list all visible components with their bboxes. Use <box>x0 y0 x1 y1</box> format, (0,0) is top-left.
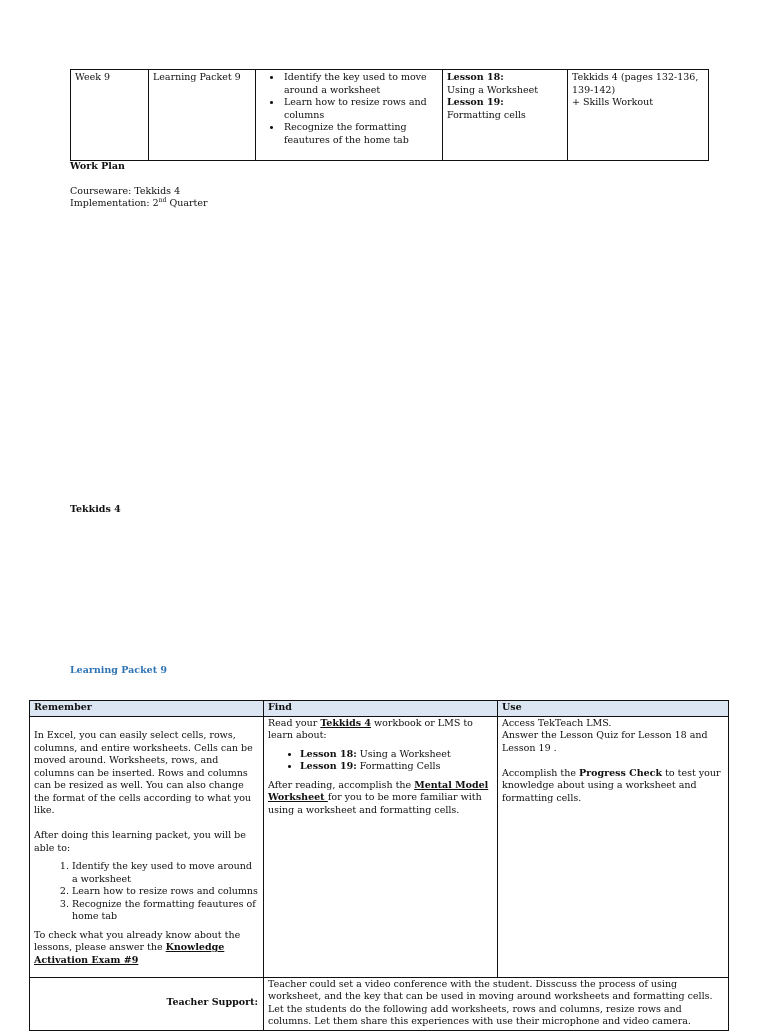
find-lesson-title: Formatting Cells <box>356 761 441 772</box>
learning-packet-table <box>29 700 729 1031</box>
objectives-list <box>260 72 438 147</box>
teacher-support-label: Teacher Support: <box>30 977 264 1030</box>
lesson-title: Formatting cells <box>447 109 526 121</box>
use-quiz: Answer the Lesson Quiz for Lesson 18 and Lesson 19 . <box>502 730 708 754</box>
lessons-cell <box>443 70 568 161</box>
implementation-sup: nd <box>158 196 167 204</box>
objective-item: • Learn how to resize rows and columns <box>282 97 438 122</box>
use-cell <box>498 716 729 977</box>
learning-packet-heading: Learning Packet 9 <box>70 665 168 676</box>
knowledge-activation-exam-link[interactable]: Knowledge Activation Exam #9 <box>34 942 225 966</box>
lesson-label: Lesson 18: <box>447 72 504 83</box>
header-row <box>30 701 729 717</box>
courseware-text: Courseware: Tekkids 4 <box>70 186 181 197</box>
resource-text: Tekkids 4 (pages 132-136, 139-142) <box>572 72 699 96</box>
use-progress-prefix: Accomplish the <box>502 767 579 779</box>
lesson-label: Lesson 19: <box>447 97 504 108</box>
find-lesson-label: Lesson 18: <box>300 748 357 760</box>
implementation-text <box>70 198 208 211</box>
remember-after: After doing this learning packet, you will be able to: <box>34 830 246 854</box>
header-use: Use <box>498 701 729 717</box>
find-lesson-item <box>300 761 493 774</box>
teacher-support-row <box>30 977 729 1030</box>
remember-objectives-list <box>34 861 259 924</box>
implementation-prefix: Implementation: 2 <box>70 198 159 209</box>
remember-check <box>34 930 259 968</box>
schedule-row <box>71 70 709 161</box>
remember-check-text: To check what you already know about the lessons, please answer the <box>34 929 241 953</box>
find-read <box>268 718 493 743</box>
objective-item: • Recognize the formatting feautures of the home tab <box>282 122 438 147</box>
resources-cell <box>568 70 709 161</box>
remember-objective: 1. Identify the key used to move around a worksheet <box>72 861 259 886</box>
find-cell <box>264 716 498 977</box>
find-lesson-item <box>300 749 493 762</box>
objective-item: • Identify the key used to move around a worksheet <box>282 72 438 97</box>
lesson-title: Using a Worksheet <box>447 84 539 96</box>
teacher-support-text: Teacher could set a video conference with the student. Disscuss the process of using worksheet, and the key that can be used in moving around worksheets and formatting cells. Let the students do the following add worksheets, rows and columns, resize rows and columns. Let them share this experiences with use their microphone and video camera. <box>264 977 729 1030</box>
objectives-cell <box>256 70 443 161</box>
resource-text: + Skills Workout <box>572 97 654 108</box>
find-lesson-label: Lesson 19: <box>300 761 357 772</box>
mental-model-worksheet-link[interactable]: Mental Model Worksheet <box>268 779 489 803</box>
use-progress <box>502 768 724 806</box>
find-after <box>268 780 493 818</box>
packet-cell: Learning Packet 9 <box>149 70 256 161</box>
week-cell: Week 9 <box>71 70 149 161</box>
use-progress-suffix: to test your knowledge about using a worksheet and formatting cells. <box>502 767 721 804</box>
remember-intro: In Excel, you can easily select cells, rows, columns, and entire worksheets. Cells can be moved around. Worksheets, rows, and columns can be inserted. Rows and columns can be resized as well. You can also change the format of the cells according to what you like. <box>34 730 253 816</box>
progress-check-text: Progress Check <box>578 767 663 779</box>
find-lesson-title: Using a Worksheet <box>356 748 451 760</box>
find-lessons-list <box>268 749 493 774</box>
remember-cell <box>30 716 264 977</box>
remember-objective: 3. Recognize the formatting feautures of home tab <box>72 899 259 924</box>
work-plan-title: Work Plan <box>70 161 125 172</box>
implementation-suffix: Quarter <box>166 198 208 209</box>
find-read-suffix: workbook or LMS to learn about: <box>268 717 473 741</box>
find-after-prefix: After reading, accomplish the <box>268 779 415 791</box>
header-find: Find <box>264 701 498 717</box>
find-after-suffix: for you to be more familiar with using a worksheet and formatting cells. <box>268 792 482 816</box>
use-access: Access TekTeach LMS. <box>502 717 612 729</box>
tekkids-workbook-link[interactable]: Tekkids 4 <box>320 717 372 729</box>
content-row <box>30 716 729 977</box>
find-read-prefix: Read your <box>268 717 321 729</box>
schedule-table <box>70 69 709 161</box>
tekkids-heading: Tekkids 4 <box>70 504 121 515</box>
header-remember: Remember <box>30 701 264 717</box>
remember-objective: 2. Learn how to resize rows and columns <box>72 886 259 899</box>
